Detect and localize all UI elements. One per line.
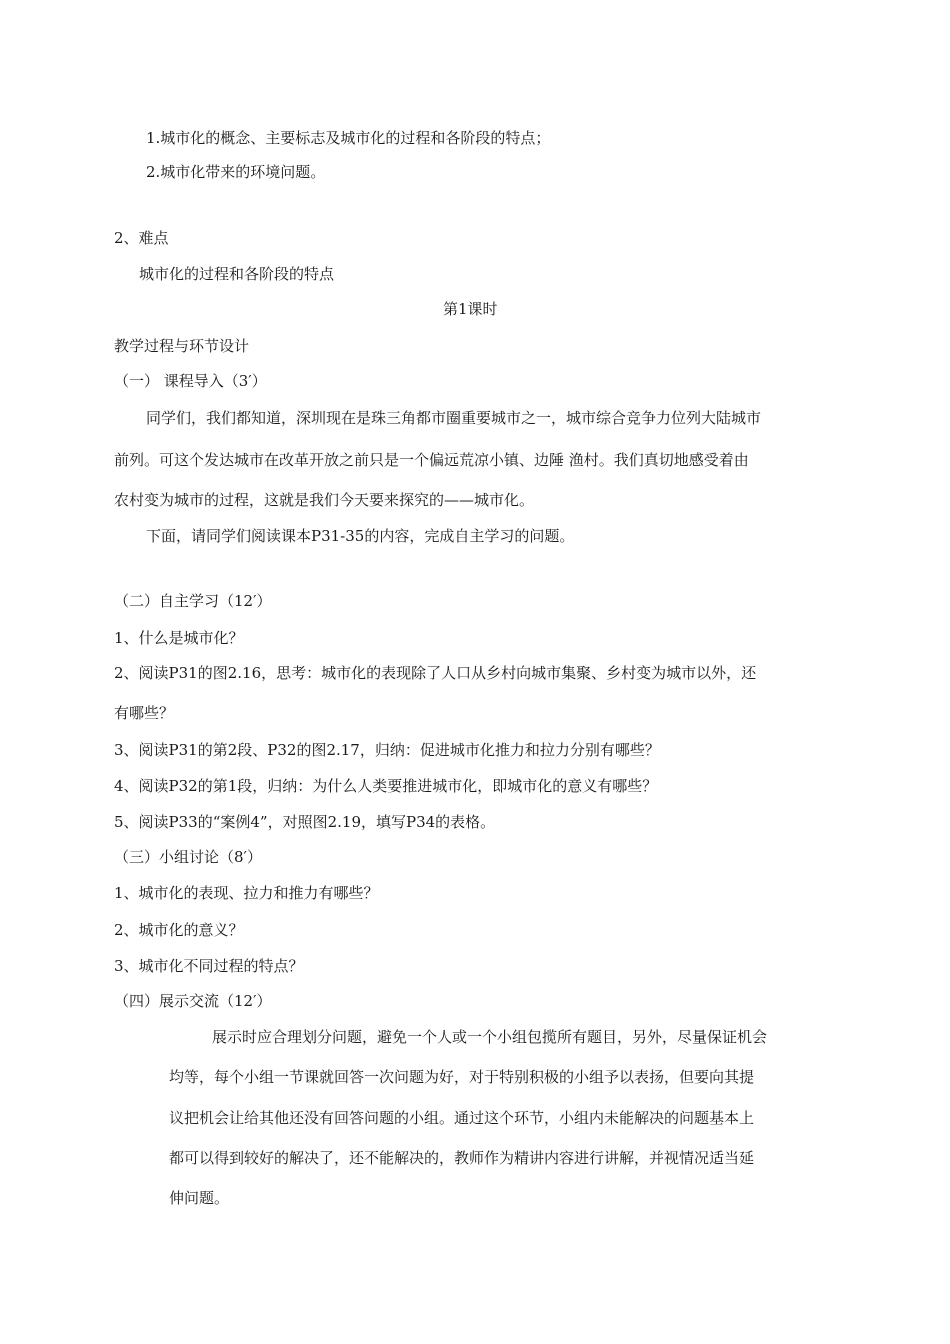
- intro-paragraph-line: 同学们，我们都知道，深圳现在是珠三角都市圈重要城市之一，城市综合竞争力位列大陆城市: [146, 409, 762, 427]
- intro-instruction: 下面，请同学们阅读课本P31-35的内容，完成自主学习的问题。: [146, 527, 575, 545]
- intro-paragraph-line: 农村变为城市的过程，这就是我们今天要来探究的——城市化。: [114, 491, 535, 509]
- discussion-question-2: 2、城市化的意义？: [114, 921, 244, 939]
- presentation-paragraph-line: 议把机会让给其他还没有回答问题的小组。通过这个环节，小组内未能解决的问题基本上: [169, 1109, 755, 1127]
- presentation-paragraph-line: 均等，每个小组一节课就回答一次问题为好，对于特别积极的小组予以表扬，但要向其提: [169, 1068, 755, 1086]
- intro-paragraph-line: 前列。可这个发达城市在改革开放之前只是一个偏远荒凉小镇、边陲 渔村。我们真切地感受着由: [114, 451, 749, 469]
- presentation-paragraph-line: 伸问题。: [169, 1189, 230, 1207]
- intro-heading: （一） 课程导入（3′）: [114, 372, 267, 390]
- presentation-paragraph-line: 都可以得到较好的解决了，还不能解决的，教师作为精讲内容进行讲解，并视情况适当延: [169, 1149, 755, 1167]
- key-point-2: 2.城市化带来的环境问题。: [146, 163, 326, 181]
- difficulty-text: 城市化的过程和各阶段的特点: [139, 265, 335, 283]
- self-study-heading: （二）自主学习（12′）: [114, 592, 272, 610]
- presentation-heading: （四）展示交流（12′）: [114, 992, 272, 1010]
- self-study-question-5: 5、阅读P33的“案例4”，对照图2.19，填写P34的表格。: [114, 813, 496, 831]
- key-point-1: 1.城市化的概念、主要标志及城市化的过程和各阶段的特点；: [146, 129, 551, 147]
- self-study-question-4: 4、阅读P32的第1段，归纳：为什么人类要推进城市化，即城市化的意义有哪些？: [114, 777, 658, 795]
- self-study-question-3: 3、阅读P31的第2段、P32的图2.17，归纳：促进城市化推力和拉力分别有哪些？: [114, 741, 660, 759]
- discussion-heading: （三）小组讨论（8′）: [114, 848, 262, 866]
- self-study-question-2-cont: 有哪些？: [114, 704, 175, 722]
- discussion-question-3: 3、城市化不同过程的特点？: [114, 957, 304, 975]
- self-study-question-1: 1、什么是城市化？: [114, 629, 244, 647]
- discussion-question-1: 1、城市化的表现、拉力和推力有哪些？: [114, 884, 379, 902]
- lesson-title: 第1课时: [443, 300, 498, 318]
- presentation-paragraph-line: 展示时应合理划分问题，避免一个人或一个小组包揽所有题目，另外，尽量保证机会: [212, 1028, 768, 1046]
- design-heading: 教学过程与环节设计: [114, 337, 250, 355]
- difficulty-heading: 2、难点: [114, 229, 169, 247]
- self-study-question-2: 2、阅读P31的图2.16，思考：城市化的表现除了人口从乡村向城市集聚、乡村变为城市以外，还: [114, 664, 757, 682]
